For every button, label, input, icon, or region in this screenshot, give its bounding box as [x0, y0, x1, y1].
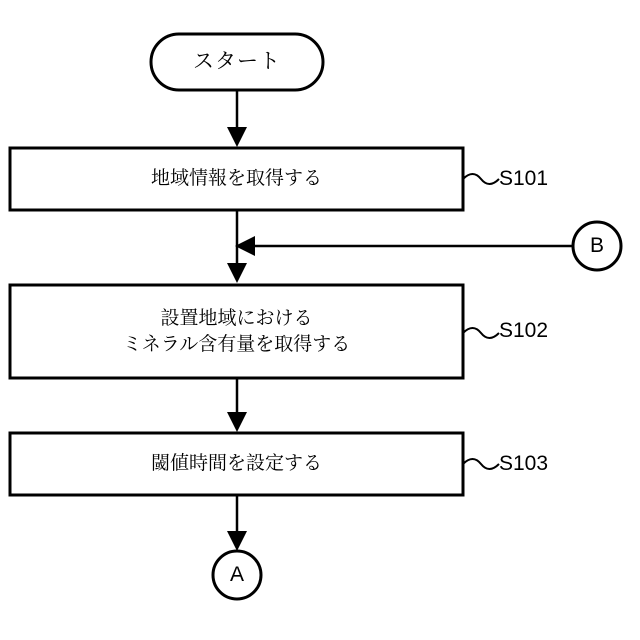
s101-node-label: 地域情報を取得する	[150, 168, 322, 190]
s103-node-label: 閾値時間を設定する	[150, 453, 322, 475]
s101-step-label: S101	[499, 166, 549, 190]
connector-a-label: A	[229, 562, 244, 586]
start-node-label: スタート	[193, 49, 281, 73]
s102-leader-line	[463, 328, 499, 338]
s103-leader-line	[463, 459, 499, 469]
s103-step-label: S103	[499, 451, 549, 475]
s101-leader-line	[463, 174, 499, 184]
s102-step-label: S102	[499, 319, 549, 343]
connector-b-label: B	[589, 233, 604, 257]
s102-node-label: 設置地域における ミネラル含有量を取得する	[122, 307, 351, 355]
